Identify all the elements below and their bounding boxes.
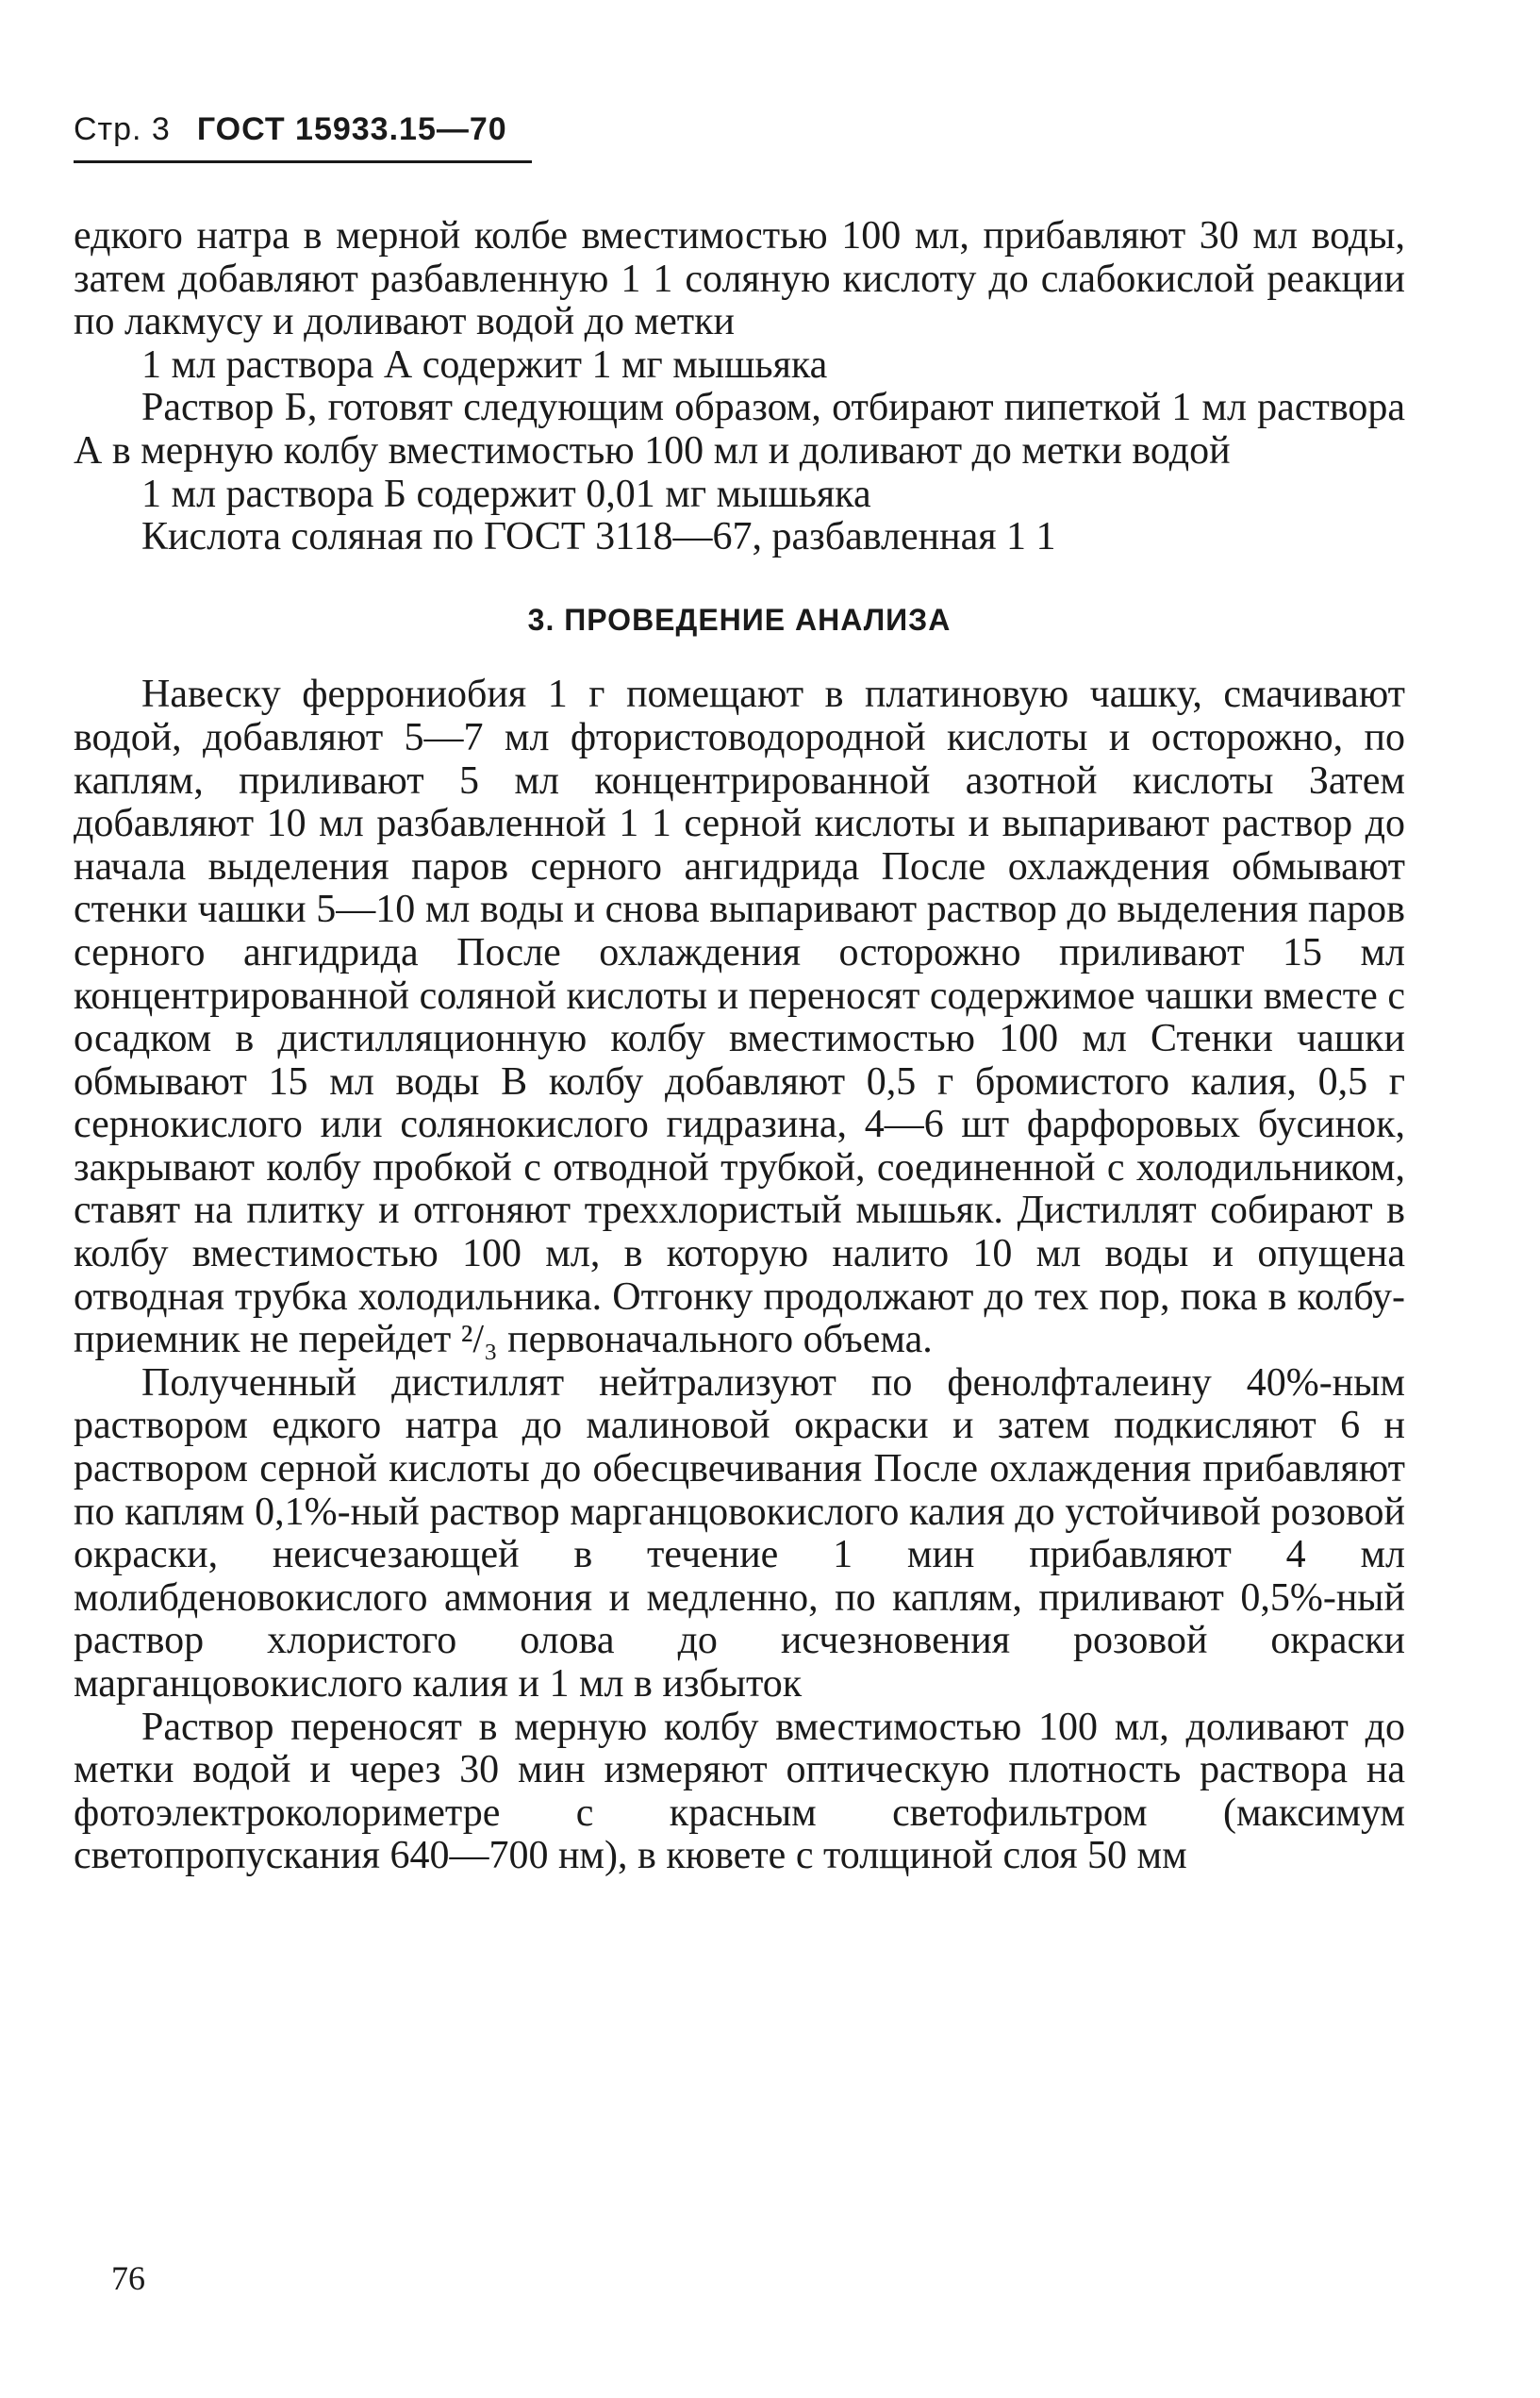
running-header: [74, 111, 507, 148]
paragraph: Кислота соляная по ГОСТ 3118—67, разбавленная 1 1: [141, 515, 1056, 559]
paragraph: Полученный дистиллят нейтрализуют по фенолфталеину 40%-ным раствором едкого натра до малиновой окраски и затем подкисляют 6 н раствором серной кислоты до обесцвечивания После охлаждения прибавляют по каплям 0,1%-ный раствор марганцовокислого калия до устойчивой розовой окраски, неисчезающей в течение 1 мин прибавляют 4 мл молибденовокислого аммония и медленно, по каплям, приливают 0,5%-ный раствор хлористого олова до исчезновения розовой окраски марганцовокислого калия и 1 мл в избыток: [74, 1360, 1405, 1706]
paragraph: Раствор переносят в мерную колбу вместимостью 100 мл, доливают до метки водой и через 30 мин измеряют оптическую плотность раствора на фотоэлектроколориметре с красным светофильтром (максимум светопропускания 640—700 нм), в кювете с толщиной слоя 50 мм: [74, 1705, 1405, 1878]
standard-number: ГОСТ 15933.15—70: [196, 111, 507, 147]
header-rule: [74, 160, 532, 163]
paragraph: едкого натра в мерной колбе вместимостью 100 мл, прибавляют 30 мл воды, затем добавляют разбавленную 1 1 соляную кислоту до слабокислой реакции по лакмусу и доливают водой до метки: [74, 214, 1405, 344]
paragraph: Раствор Б, готовят следующим образом, отбирают пипеткой 1 мл раствора А в мерную колбу вместимостью 100 мл и доливают до метки водой: [74, 386, 1405, 473]
page-label: Стр. 3: [74, 111, 171, 147]
paragraph: Навеску феррониобия 1 г помещают в платиновую чашку, смачивают водой, добавляют 5—7 мл фтористоводородной кислоты и осторожно, по каплям, приливают 5 мл концентрированной азотной кислоты Затем добавляют 10 мл разбавленной 1 1 серной кислоты и выпаривают раствор до начала выделения паров серного ангидрида После охлаждения обмывают стенки чашки 5—10 мл воды и снова выпаривают раствор до выделения паров серного ангидрида После охлаждения осторожно приливают 15 мл концентрированной соляной кислоты и переносят содержимое чашки вместе с осадком в дистилляционную колбу вместимостью 100 мл Стенки чашки обмывают 15 мл воды В колбу добавляют 0,5 г бромистого калия, 0,5 г сернокислого или солянокислого гидразина, 4—6 шт фарфоровых бусинок, закрывают колбу пробкой с отводной трубкой, соединенной с холодильником, ставят на плитку и отгоняют треххлористый мышьяк. Дистиллят собирают в колбу вместимостью 100 мл, в которую налито 10 мл воды и опущена отводная трубка холодильника. Отгонку продолжают до тех пор, пока в колбу-приемник не перейдет ²/₃ первоначального объема.: [74, 673, 1405, 1362]
page-number: 76: [111, 2259, 145, 2297]
section-title: 3. ПРОВЕДЕНИЕ АНАЛИЗА: [527, 602, 952, 637]
body-text: [74, 215, 1405, 1878]
paragraph: 1 мл раствора Б содержит 0,01 мг мышьяка: [141, 472, 871, 516]
paragraph: 1 мл раствора А содержит 1 мг мышьяка: [141, 342, 828, 387]
